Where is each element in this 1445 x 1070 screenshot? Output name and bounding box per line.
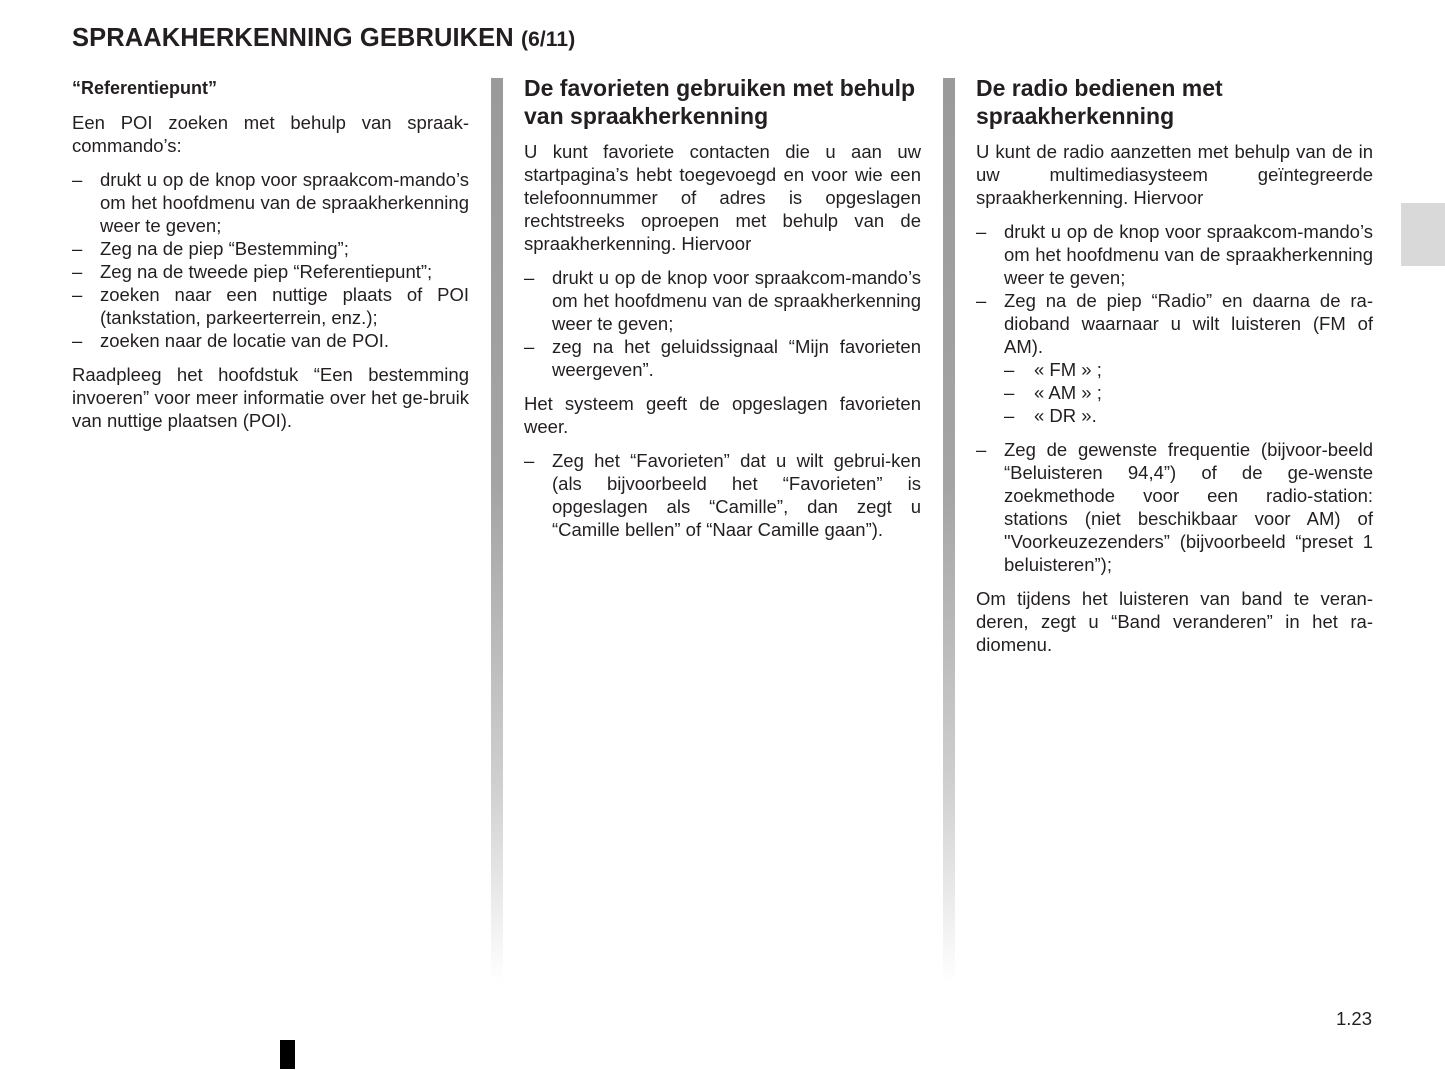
page-title-text: SPRAAKHERKENNING GEBRUIKEN: [72, 24, 514, 52]
list-item: – zeg na het geluidssignaal “Mijn favorieten weergeven”.: [524, 335, 921, 381]
section-heading-referentiepunt: “Referentiepunt”: [72, 78, 218, 98]
col3-intro: U kunt de radio aanzetten met behulp van de in uw multimediasysteem geïntegreerde spraakherkenning. Hiervoor: [976, 141, 1373, 208]
col2-steps-list: [524, 266, 921, 381]
col3-steps3-list: [976, 438, 1373, 576]
col2-steps2-list: [524, 449, 921, 541]
list-item: – drukt u op de knop voor spraakcom-mando’s om het hoofdmenu van de spraakherkenning weer te geven;: [72, 168, 469, 237]
list-item: – Zeg na de piep “Bestemming”;: [72, 237, 469, 260]
column-divider-right: [943, 78, 955, 983]
column-radio: [976, 74, 1373, 656]
col1-note: Raadpleeg het hoofdstuk “Een bestemming invoeren” voor meer informatie over het ge-bruik van nuttige plaatsen (POI).: [72, 364, 469, 431]
page-title-suffix: (6/11): [521, 28, 576, 51]
col3-steps-list: [976, 220, 1373, 427]
list-item: – drukt u op de knop voor spraakcom-mando’s om het hoofdmenu van de spraakherkenning weer te geven;: [976, 220, 1373, 289]
column-favorieten: [524, 74, 921, 541]
list-item-text: Zeg na de piep “Radio” en daarna de ra-dioband waarnaar u wilt luisteren (FM of AM).: [1004, 290, 1373, 357]
list-item: – zoeken naar een nuttige plaats of POI (tankstation, parkeerterrein, enz.);: [72, 283, 469, 329]
page-number: 1.23: [1335, 1008, 1372, 1029]
col2-intro: U kunt favoriete contacten die u aan uw startpagina’s hebt toegevoegd en voor wie een telefoonnummer of adres is opgeslagen rechtstreeks oproepen met behulp van de spraakherkenning. Hiervoor: [524, 141, 921, 254]
band-item: – « AM » ;: [1004, 381, 1373, 404]
col1-steps-list: [72, 168, 469, 352]
list-item: – Zeg na de tweede piep “Referentiepunt”;: [72, 260, 469, 283]
list-item: [976, 289, 1373, 427]
column-divider-left: [491, 78, 503, 983]
radio-band-list: [1004, 358, 1373, 427]
band-item: – « FM » ;: [1004, 358, 1373, 381]
column-referentiepunt: [72, 74, 469, 432]
col3-outro: Om tijdens het luisteren van band te veran-deren, zegt u “Band veranderen” in het ra-diomenu.: [976, 588, 1373, 655]
print-marker: [280, 1040, 295, 1069]
page-title: [72, 24, 575, 53]
list-item: – Zeg de gewenste frequentie (bijvoor-beeld “Beluisteren 94,4”) of de ge-wenste zoekmethode voor een radio-station: stations (niet beschikbaar voor AM) of "Voorkeuzezenders” (bijvoorbeeld “preset 1 beluisteren”);: [976, 438, 1373, 576]
section-heading-radio: De radio bedienen met spraakherkenning: [976, 75, 1223, 129]
col1-intro: Een POI zoeken met behulp van spraak-commando’s:: [72, 112, 469, 156]
chapter-side-tab: [1401, 203, 1445, 266]
band-item: – « DR ».: [1004, 404, 1373, 427]
col2-middle: Het systeem geeft de opgeslagen favorieten weer.: [524, 393, 921, 437]
section-heading-favorieten: De favorieten gebruiken met behulp van spraakherkenning: [524, 75, 916, 129]
list-item: – Zeg het “Favorieten” dat u wilt gebrui-ken (als bijvoorbeeld het “Favorieten” is opgeslagen als “Camille”, dan zegt u “Camille bellen” of “Naar Camille gaan”).: [524, 449, 921, 541]
list-item: – drukt u op de knop voor spraakcom-mando’s om het hoofdmenu van de spraakherkenning weer te geven;: [524, 266, 921, 335]
list-item: – zoeken naar de locatie van de POI.: [72, 329, 469, 352]
